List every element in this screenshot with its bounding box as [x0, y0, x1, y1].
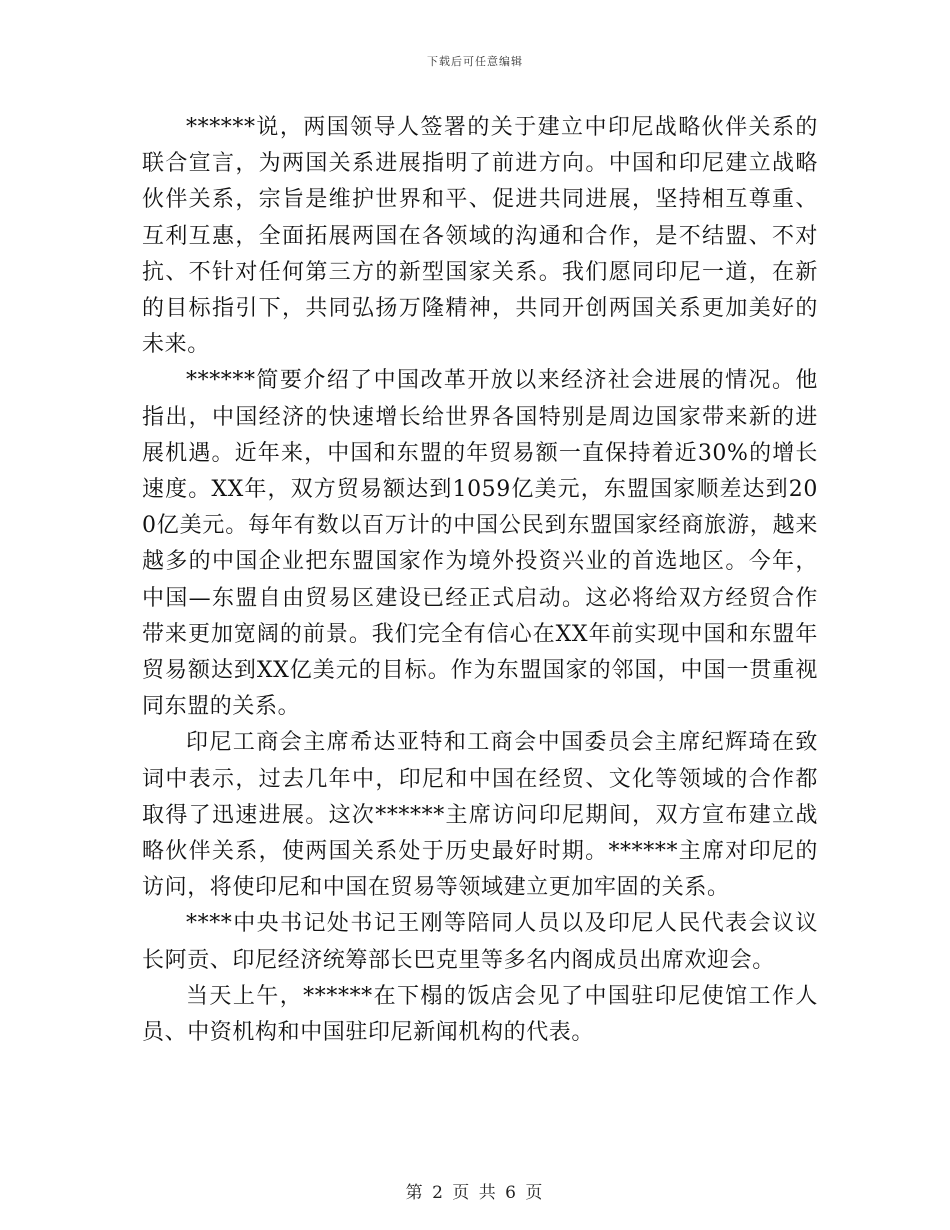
- page-header: 下载后可任意编辑: [427, 55, 523, 68]
- paragraph-4: ****中央书记处书记王刚等陪同人员以及印尼人民代表会议议长阿贡、印尼经济统筹部长巴克里等多名内阁成员出席欢迎会。: [142, 911, 818, 973]
- page-number-footer: 第 2 页 共 6 页: [405, 1183, 545, 1203]
- document-body: [142, 110, 818, 1051]
- paragraph-2: ******简要介绍了中国改革开放以来经济社会进展的情况。他指出，中国经济的快速增长给世界各国特别是周边国家带来新的进展机遇。近年来，中国和东盟的年贸易额一直保持着近30%的增长速度。XX年，双方贸易额达到1059亿美元，东盟国家顺差达到200亿美元。每年有数以百万计的中国公民到东盟国家经商旅游，越来越多的中国企业把东盟国家作为境外投资兴业的首选地区。今年，中国—东盟自由贸易区建设已经正式启动。这必将给双方经贸合作带来更加宽阔的前景。我们完全有信心在XX年前实现中国和东盟年贸易额达到XX亿美元的目标。作为东盟国家的邻国，中国一贯重视同东盟的关系。: [142, 368, 818, 720]
- paragraph-1: ******说，两国领导人签署的关于建立中印尼战略伙伴关系的联合宣言，为两国关系进展指明了前进方向。中国和印尼建立战略伙伴关系，宗旨是维护世界和平、促进共同进展，坚持相互尊重、互利互惠，全面拓展两国在各领域的沟通和合作，是不结盟、不对抗、不针对任何第三方的新型国家关系。我们愿同印尼一道，在新的目标指引下，共同弘扬万隆精神，共同开创两国关系更加美好的未来。: [142, 115, 818, 358]
- paragraph-3: 印尼工商会主席希达亚特和工商会中国委员会主席纪辉琦在致词中表示，过去几年中，印尼和中国在经贸、文化等领域的合作都取得了迅速进展。这次******主席访问印尼期间，双方宣布建立战略伙伴关系，使两国关系处于历史最好时期。******主席对印尼的访问，将使印尼和中国在贸易等领域建立更加牢固的关系。: [142, 730, 818, 901]
- paragraph-5: 当天上午，******在下榻的饭店会见了中国驻印尼使馆工作人员、中资机构和中国驻印尼新闻机构的代表。: [142, 983, 818, 1046]
